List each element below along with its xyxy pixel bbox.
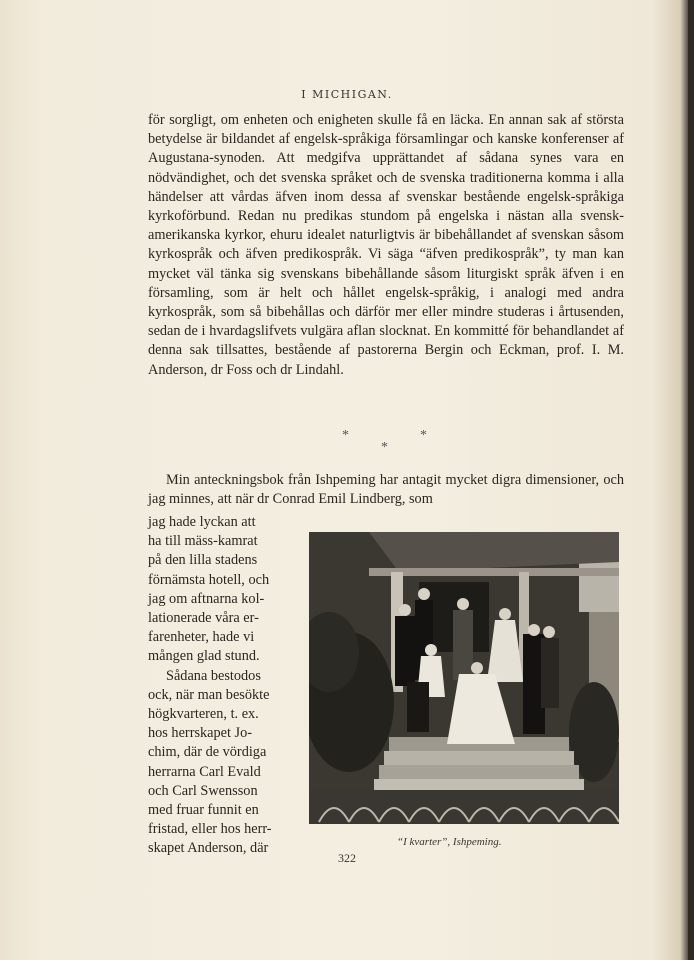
wrapped-line: Sådana bestodos — [166, 667, 261, 684]
wrapped-line: skapet Anderson, där — [148, 840, 269, 857]
wrapped-line: chim, där de vördiga — [148, 744, 267, 761]
wrapped-line: ha till mäss-kamrat — [148, 533, 258, 550]
wrapped-line: jag hade lyckan att — [148, 514, 256, 530]
asterism-star-2: * — [420, 428, 427, 443]
wrapped-text-column — [148, 513, 293, 859]
paragraph-1 — [148, 111, 624, 380]
paragraph-1-text: för sorgligt, om enheten och enigheten skulle få en läcka. En annan sak af största betydelse är bildandet af engelsk-språkiga församlingar och kanske konferenser af Augustana-synoden. Att medgifva upprättandet af sådana synes vara en nödvändighet, och det svenska språket och de svenska traditionerna komma i alla händelser att vårdas äfven inom dessa af svenskar bestående engelsk-språkiga kyrkoförbund. Redan nu predikas stundom på engelska i nästan alla svensk-amerikanska kyrkor, ehuru idealet naturligtvis är bibehållandet af svenskan såsom kyrkospråk och äfven predikospråk. Vi säga “äfven predikospråk”, ty man kan mycket väl tänka sig svenskans bibehållande såsom liturgiskt språk äfven i en församling, som är helt och hållet engelsk-språkig, i analogi med andra kyrkospråk, som så bibehållas och därför mer eller mindre studeras i årtusenden, sedan de i hvardagslifvets vulgära aflan slocknat. En kommitté för behandlandet af denna sak tillsattes, bestående af pastorerna Bergin och Eckman, prof. I. M. Anderson, dr Foss och dr Lindahl. — [148, 112, 624, 378]
wrapped-line: med fruar funnit en — [148, 802, 259, 819]
group-photo-icon — [309, 532, 619, 824]
photo-caption: “I kvarter”, Ishpeming. — [397, 836, 502, 848]
wrapped-line: jag om aftnarna kol- — [148, 590, 265, 607]
asterism-star-3: * — [381, 440, 388, 455]
asterism — [0, 428, 694, 458]
asterism-star-1: * — [342, 428, 349, 443]
page-number: 322 — [338, 851, 356, 865]
wrapped-line: högkvarteren, t. ex. — [148, 706, 259, 723]
wrapped-line: fristad, eller hos herr- — [148, 821, 272, 838]
group-photo — [309, 532, 619, 824]
wrapped-line: och Carl Swensson — [148, 782, 258, 799]
paragraph-2: Min anteckningsbok från Ishpeming har antagit mycket digra dimensioner, och jag minnes, att när dr Conrad Emil Lindberg, som — [148, 472, 624, 508]
wrapped-line: förnämsta hotell, och — [148, 571, 270, 588]
wrapped-line: ock, när man besökte — [148, 686, 270, 703]
wrapped-line: herrarna Carl Evald — [148, 763, 261, 780]
wrapped-line: lationerade våra er- — [148, 610, 259, 627]
wrapped-line: mången glad stund. — [148, 648, 260, 665]
running-head: I MICHIGAN. — [301, 88, 393, 101]
wrapped-line: hos herrskapet Jo- — [148, 725, 253, 742]
wrapped-line: farenheter, hade vi — [148, 629, 255, 646]
page-edge — [688, 0, 694, 960]
wrapped-line: på den lilla stadens — [148, 552, 258, 569]
